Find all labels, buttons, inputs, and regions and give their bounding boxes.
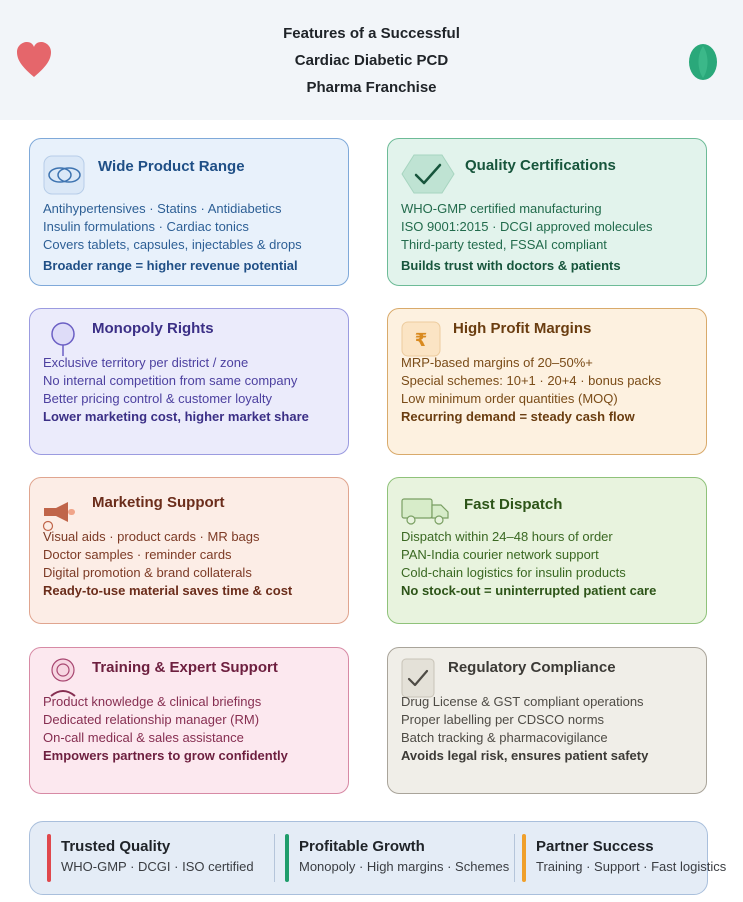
card-highlight: Ready-to-use material saves time & cost <box>43 583 293 598</box>
card-line: On-call medical & sales assistance <box>43 730 244 745</box>
card-title: High Profit Margins <box>453 320 592 337</box>
footer-title: Trusted Quality <box>61 838 171 855</box>
footer-subtitle: WHO-GMP · DCGI · ISO certified <box>61 859 254 874</box>
location-pin-icon <box>48 321 78 357</box>
card-line: ISO 9001:2015 · DCGI approved molecules <box>401 219 653 234</box>
checkbox-icon <box>401 658 435 698</box>
card-highlight: Recurring demand = steady cash flow <box>401 409 635 424</box>
leaf-icon <box>688 43 718 81</box>
card-highlight: Broader range = higher revenue potential <box>43 258 298 273</box>
card-title: Regulatory Compliance <box>448 659 616 676</box>
card-wide-product-range <box>29 138 349 286</box>
header-band <box>0 0 743 120</box>
footer-item-partner-success <box>514 822 727 894</box>
title-line-2: Cardiac Diabetic PCD <box>294 52 449 69</box>
card-line: Third-party tested, FSSAI compliant <box>401 237 607 252</box>
card-line: Antihypertensives · Statins · Antidiabetics <box>43 201 282 216</box>
checkmark-shield-icon <box>400 153 456 195</box>
card-title: Wide Product Range <box>98 158 245 175</box>
card-line: Covers tablets, capsules, injectables & drops <box>43 237 302 252</box>
card-line: Doctor samples · reminder cards <box>43 547 232 562</box>
card-line: Digital promotion & brand collaterals <box>43 565 252 580</box>
card-training-expert-support <box>29 647 349 794</box>
footer-title: Partner Success <box>536 838 654 855</box>
svg-text:₹: ₹ <box>414 330 428 351</box>
card-line: Low minimum order quantities (MOQ) <box>401 391 618 406</box>
card-highlight: Lower marketing cost, higher market share <box>43 409 309 424</box>
card-line: No internal competition from same company <box>43 373 298 388</box>
card-title: Quality Certifications <box>465 157 616 174</box>
accent-bar <box>285 834 289 882</box>
card-line: Drug License & GST compliant operations <box>401 694 644 709</box>
card-high-profit-margins <box>387 308 707 455</box>
rupee-icon <box>401 321 441 357</box>
page-title <box>0 20 743 101</box>
card-line: Cold-chain logistics for insulin products <box>401 565 626 580</box>
title-line-3: Pharma Franchise <box>306 79 437 96</box>
card-line: Visual aids · product cards · MR bags <box>43 529 260 544</box>
card-title: Training & Expert Support <box>92 659 278 676</box>
card-highlight: Empowers partners to grow confidently <box>43 748 288 763</box>
card-line: Insulin formulations · Cardiac tonics <box>43 219 249 234</box>
card-regulatory-compliance <box>387 647 707 794</box>
footer-item-profitable-growth <box>274 822 514 894</box>
megaphone-icon <box>40 500 80 532</box>
footer-item-trusted-quality <box>30 822 274 894</box>
card-fast-dispatch <box>387 477 707 624</box>
truck-icon <box>400 496 450 526</box>
card-title: Marketing Support <box>92 494 225 511</box>
card-line: Special schemes: 10+1 · 20+4 · bonus packs <box>401 373 662 388</box>
accent-bar <box>522 834 526 882</box>
card-line: Dedicated relationship manager (RM) <box>43 712 260 727</box>
card-highlight: No stock-out = uninterrupted patient care <box>401 583 657 598</box>
person-icon <box>48 657 78 697</box>
card-line: Proper labelling per CDSCO norms <box>401 712 605 727</box>
card-line: Product knowledge & clinical briefings <box>43 694 262 709</box>
footer-subtitle: Training · Support · Fast logistics <box>536 859 727 874</box>
card-line: Exclusive territory per district / zone <box>43 355 249 370</box>
card-line: Dispatch within 24–48 hours of order <box>401 529 613 544</box>
summary-footer <box>29 821 727 895</box>
card-highlight: Avoids legal risk, ensures patient safety <box>401 748 649 763</box>
card-quality-certifications <box>387 138 707 286</box>
card-line: WHO-GMP certified manufacturing <box>401 201 602 216</box>
card-marketing-support <box>29 477 349 624</box>
card-title: Monopoly Rights <box>92 320 214 337</box>
footer-title: Profitable Growth <box>299 838 425 855</box>
card-line: Batch tracking & pharmacovigilance <box>401 730 608 745</box>
card-line: Better pricing control & customer loyalty <box>43 391 273 406</box>
accent-bar <box>47 834 51 882</box>
card-line: PAN-India courier network support <box>401 547 599 562</box>
card-highlight: Builds trust with doctors & patients <box>401 258 621 273</box>
card-line: MRP-based margins of 20–50%+ <box>401 355 593 370</box>
footer-subtitle: Monopoly · High margins · Schemes <box>299 859 510 874</box>
card-title: Fast Dispatch <box>464 496 563 513</box>
capsule-icon <box>43 155 85 195</box>
card-monopoly-rights <box>29 308 349 455</box>
title-line-1: Features of a Successful <box>283 25 460 42</box>
heart-icon <box>16 41 52 79</box>
